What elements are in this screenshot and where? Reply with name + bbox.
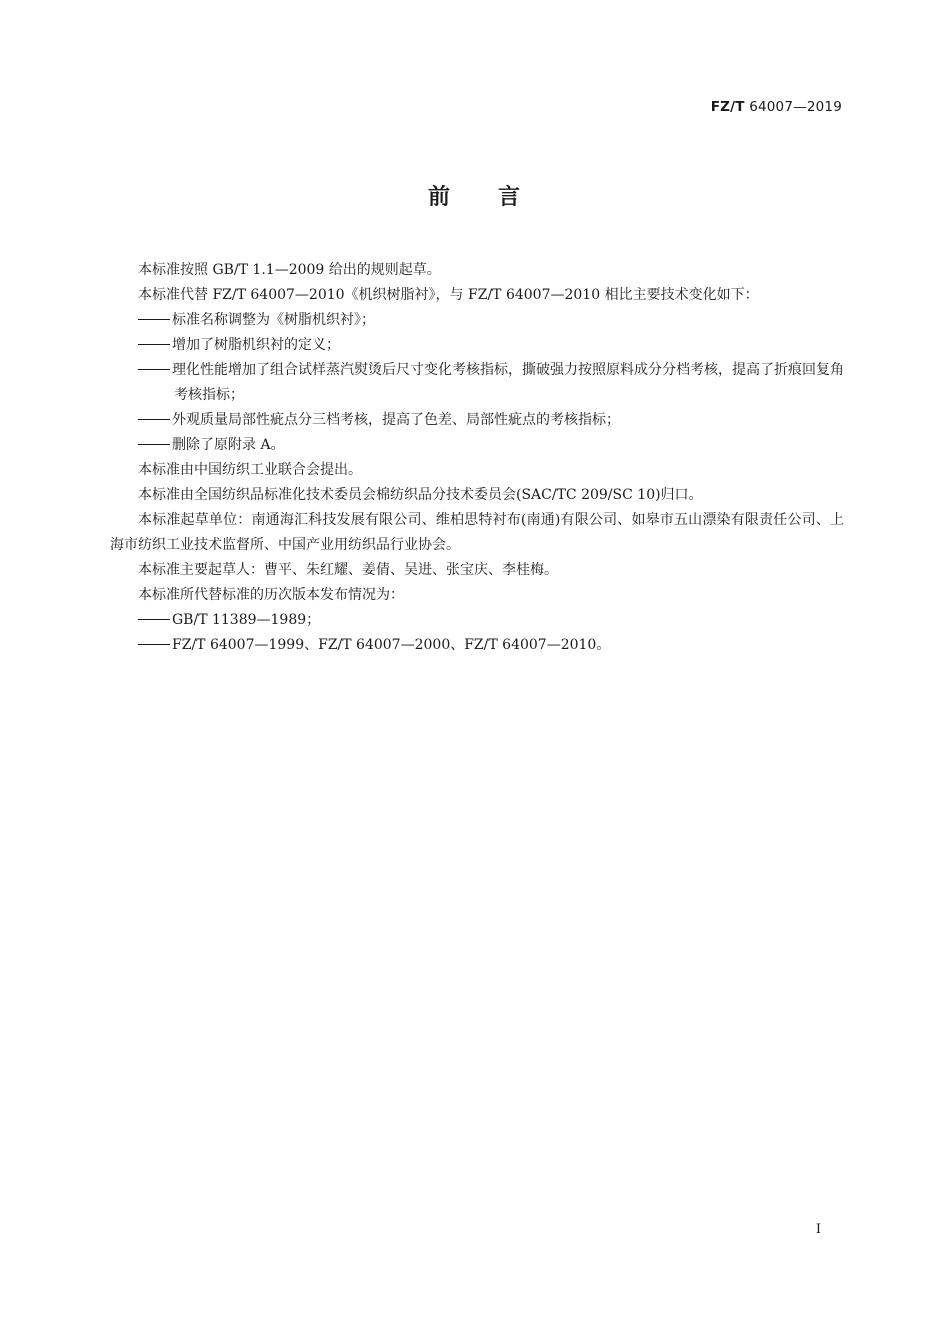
paragraph-drafting-units: 本标准起草单位：南通海汇科技发展有限公司、维柏思特衬布(南通)有限公司、如皋市五山漂染有限责任公司、上海市纺织工业技术监督所、中国产业用纺织品行业协会。 bbox=[110, 512, 844, 553]
dash-marker bbox=[138, 344, 170, 345]
dash-marker bbox=[138, 619, 170, 620]
paragraph-committee: 本标准由全国纺织品标准化技术委员会棉纺织品分技术委员会(SAC/TC 209/SC 10)归口。 bbox=[138, 487, 703, 503]
list-item-text: 理化性能增加了组合试样蒸汽熨烫后尺寸变化考核指标，撕破强力按照原料成分分档考核，提高了折痕回复角考核指标； bbox=[172, 362, 844, 403]
dash-marker bbox=[138, 444, 170, 445]
paragraph-drafters: 本标准主要起草人：曹平、朱红耀、姜倩、吴进、张宝庆、李桂梅。 bbox=[138, 562, 558, 578]
list-item-text: 外观质量局部性疵点分三档考核，提高了色差、局部性疵点的考核指标； bbox=[172, 412, 620, 428]
list-item bbox=[110, 333, 844, 358]
list-item bbox=[110, 633, 844, 658]
list-item bbox=[110, 433, 844, 458]
list-item bbox=[110, 608, 844, 633]
list-item bbox=[110, 408, 844, 433]
list-item-text: FZ/T 64007—1999、FZ/T 64007—2000、FZ/T 64007—2010。 bbox=[172, 637, 611, 653]
page-title bbox=[0, 180, 950, 211]
list-item bbox=[110, 308, 844, 333]
paragraph-history: 本标准所代替标准的历次版本发布情况为： bbox=[138, 587, 404, 603]
list-item-text: GB/T 11389—1989； bbox=[172, 612, 321, 628]
list-item bbox=[110, 358, 844, 408]
dash-marker bbox=[138, 319, 170, 320]
list-item-text: 删除了原附录 A。 bbox=[172, 437, 285, 453]
title-char-1: 前 bbox=[427, 185, 452, 210]
standard-code bbox=[711, 99, 842, 115]
title-char-2: 言 bbox=[498, 185, 523, 210]
dash-marker bbox=[138, 644, 170, 645]
standard-code-number: 64007—2019 bbox=[749, 99, 842, 115]
list-item-text: 增加了树脂机织衬的定义； bbox=[172, 337, 340, 353]
foreword-body bbox=[110, 258, 844, 658]
list-item-text: 标准名称调整为《树脂机织衬》； bbox=[172, 312, 375, 328]
page-number: I bbox=[815, 1222, 821, 1237]
paragraph-proposer: 本标准由中国纺织工业联合会提出。 bbox=[138, 462, 362, 478]
paragraph-drafting-rules: 本标准按照 GB/T 1.1—2009 给出的规则起草。 bbox=[138, 262, 441, 278]
dash-marker bbox=[138, 369, 170, 370]
dash-marker bbox=[138, 419, 170, 420]
standard-code-prefix: FZ/T bbox=[710, 99, 745, 115]
paragraph-replacement: 本标准代替 FZ/T 64007—2010《机织树脂衬》，与 FZ/T 64007—2010 相比主要技术变化如下： bbox=[138, 287, 759, 303]
